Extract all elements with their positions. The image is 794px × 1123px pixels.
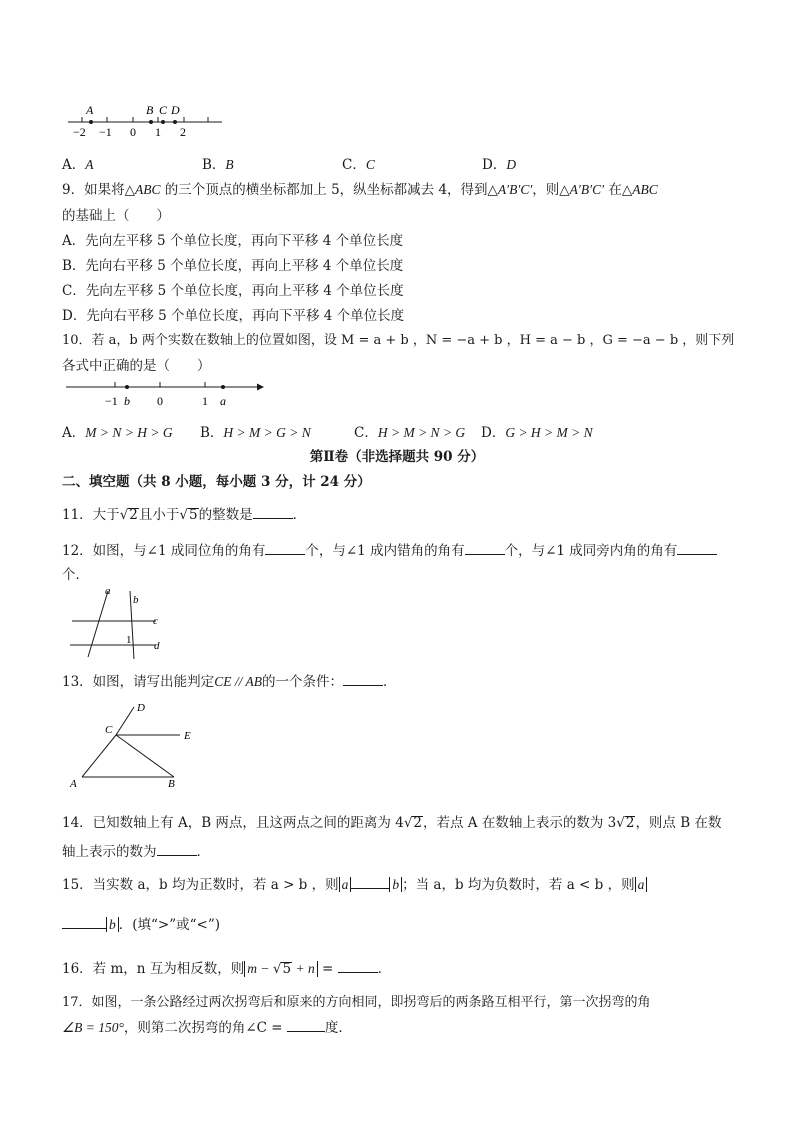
q12-stem-line2: 个． [62,567,89,583]
q10-option-c: C．H > M > N > G [354,425,466,441]
part-two-title: 第Ⅱ卷（非选择题共 90 分） [309,449,485,465]
number-line-q8 [62,100,232,142]
q14-line2: 轴上表示的数为 ． [62,840,210,860]
section-two-title: 二、填空题（共 8 小题，每小题 3 分，计 24 分） [62,474,371,490]
point-label-a: a [220,394,226,408]
q9-option-d: D．先向右平移 5 个单位长度，再向下平移 4 个单位长度 [62,308,405,324]
angle-label-1: 1 [126,634,132,646]
q14-line1: 14．已知数轴上有 A，B 两点，且这两点之间的距离为 4√2，若点 A 在数轴上表示的数为 3√2，则点 B 在数 [62,815,722,831]
tick-label: −2 [73,125,86,139]
q10-stem-line2: 各式中正确的是（ ） [62,358,211,374]
q17-line2: ∠B = 150°，则第二次拐弯的角∠C = 度． [62,1016,352,1036]
q11: 11．大于√2且小于√5的整数是 ． [62,503,306,523]
point-label-b: B [168,778,175,790]
q10-option-b: B．H > M > G > N [200,425,311,441]
line-label-b: b [133,594,139,606]
line-label-d: d [154,640,160,652]
q15-line1: 15．当实数 a，b 均为正数时，若 a > b ，则 a b ；当 a，b 均为负数时，若 a < b ，则 a [62,873,647,893]
point-label-e: E [184,730,191,742]
point-label-b: B [146,103,154,117]
tick-label: −1 [105,394,118,408]
q12-stem-line1: 12．如图，与∠1 成同位角的角有 个，与∠1 成内错角的角有 个，与∠1 成同旁内角的角有 [62,539,717,559]
q13-figure [62,695,212,795]
q8-option-d: D．D [482,157,517,173]
q8-option-b: B．B [202,157,234,173]
tick-label: 2 [180,125,186,139]
tick-label: 0 [157,394,163,408]
point-label-d: D [137,702,145,714]
tick-label: 1 [155,125,161,139]
point-label-c: C [105,724,113,736]
point-label-c: C [159,103,168,117]
tick-label: −1 [99,125,112,139]
q9-option-c: C．先向左平移 5 个单位长度，再向上平移 4 个单位长度 [62,283,404,299]
tick-label: 0 [130,125,136,139]
q15-line2: b ．(填“>”或“<”) [62,913,220,933]
q17-line1: 17．如图，一条公路经过两次拐弯后和原来的方向相同，即拐弯后的两条路互相平行，第一次拐弯的角 [62,995,651,1010]
q8-option-a: A．A [62,157,94,173]
q10-option-d: D．G > H > M > N [481,425,593,441]
point-label-b: b [124,394,130,408]
tick-label: 1 [202,394,208,408]
q8-option-c: C．C [342,157,375,173]
q10-stem-line1: 10．若 a，b 两个实数在数轴上的位置如图，设 M = a + b ，N = −a + b ，H = a − b ，G = −a − b ，则下列 [62,333,735,348]
q9-option-b: B．先向右平移 5 个单位长度，再向上平移 4 个单位长度 [62,258,404,274]
q9-stem-line2: 的基础上（ ） [62,208,170,224]
line-label-a: a [105,585,111,597]
number-line-q10 [62,378,272,410]
q13: 13．如图，请写出能判定CE // AB的一个条件： ． [62,670,396,690]
q9-stem-line1: 9．如果将△ABC 的三个顶点的横坐标都加上 5，纵坐标都减去 4，得到△A′B′C′，则△A′B′C′ 在△ABC [62,182,658,198]
point-label-d: D [171,103,180,117]
point-label-a: A [86,103,94,117]
point-label-a: A [70,778,77,790]
q9-option-a: A．先向左平移 5 个单位长度，再向下平移 4 个单位长度 [62,233,404,249]
q16: 16．若 m，n 互为相反数，则 m − √5 + n = ． [62,957,391,977]
q12-figure [62,583,172,663]
line-label-c: c [153,615,158,627]
q10-option-a: A．M > N > H > G [62,425,173,441]
